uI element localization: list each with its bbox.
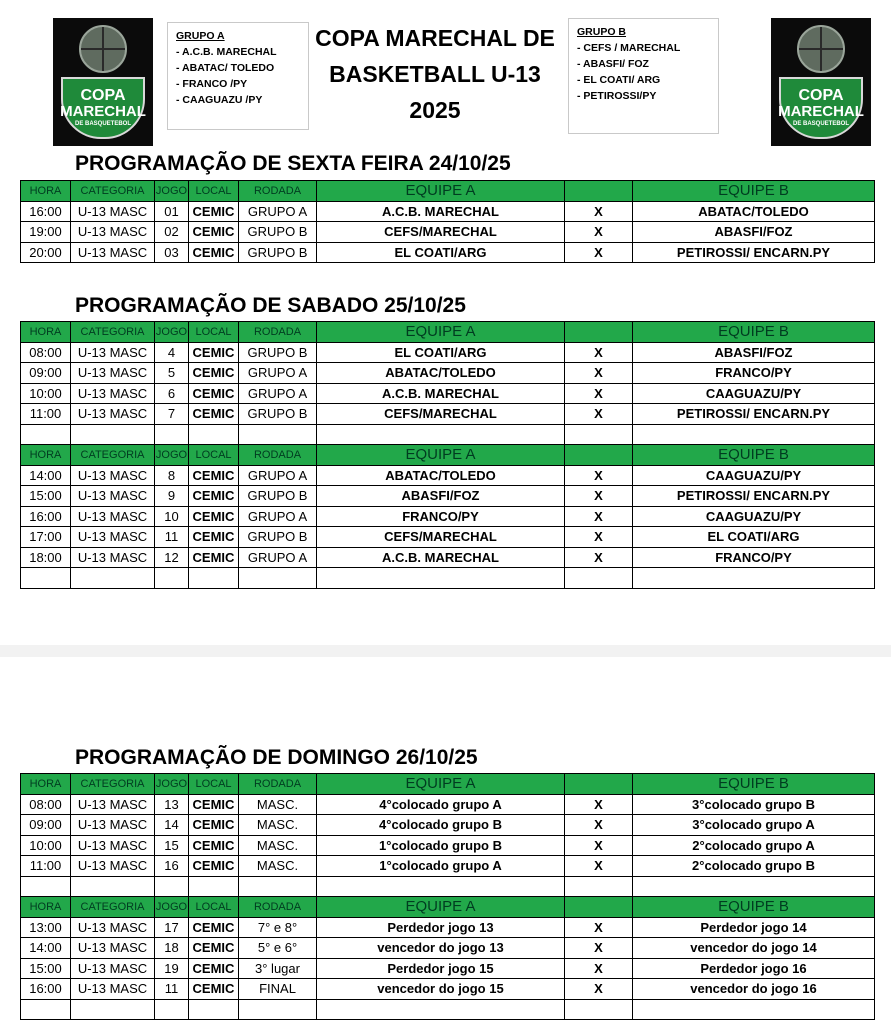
match-equipe-b: Perdedor jogo 16 — [633, 958, 875, 979]
match-equipe-a: A.C.B. MARECHAL — [317, 383, 565, 404]
blank-cell — [239, 999, 317, 1020]
match-jogo: 15 — [155, 835, 189, 856]
blank-cell — [189, 424, 239, 445]
header-categoria: CATEGORIA — [71, 322, 155, 343]
match-rodada: 3° lugar — [239, 958, 317, 979]
group-b-title: GRUPO B — [577, 26, 627, 38]
match-categoria: U-13 MASC — [71, 222, 155, 243]
match-vs: X — [565, 856, 633, 877]
match-row — [21, 835, 875, 856]
match-rodada: GRUPO B — [239, 404, 317, 425]
blank-cell — [71, 876, 155, 897]
match-local: CEMIC — [189, 835, 239, 856]
blank-cell — [21, 876, 71, 897]
match-rodada: GRUPO A — [239, 547, 317, 568]
header-vs — [565, 897, 633, 918]
match-hora: 20:00 — [21, 242, 71, 263]
match-jogo: 17 — [155, 917, 189, 938]
match-local: CEMIC — [189, 404, 239, 425]
match-local: CEMIC — [189, 527, 239, 548]
match-vs: X — [565, 506, 633, 527]
group-b-box — [568, 18, 719, 134]
match-equipe-a: CEFS/MARECHAL — [317, 527, 565, 548]
blank-cell — [155, 999, 189, 1020]
match-row — [21, 465, 875, 486]
blank-cell — [317, 424, 565, 445]
logo-text-copa: COPA — [80, 87, 126, 104]
header-categoria: CATEGORIA — [71, 774, 155, 795]
match-local: CEMIC — [189, 383, 239, 404]
header-jogo: JOGO — [155, 774, 189, 795]
header-equipe-a: EQUIPE A — [317, 897, 565, 918]
match-equipe-a: CEFS/MARECHAL — [317, 404, 565, 425]
header-categoria: CATEGORIA — [71, 897, 155, 918]
match-hora: 16:00 — [21, 979, 71, 1000]
match-categoria: U-13 MASC — [71, 856, 155, 877]
match-local: CEMIC — [189, 486, 239, 507]
match-vs: X — [565, 363, 633, 384]
match-jogo: 10 — [155, 506, 189, 527]
blank-cell — [21, 999, 71, 1020]
blank-cell — [71, 568, 155, 589]
match-categoria: U-13 MASC — [71, 815, 155, 836]
match-vs: X — [565, 527, 633, 548]
match-row — [21, 486, 875, 507]
match-row — [21, 547, 875, 568]
match-hora: 08:00 — [21, 794, 71, 815]
match-vs: X — [565, 201, 633, 222]
match-categoria: U-13 MASC — [71, 527, 155, 548]
header-rodada: RODADA — [239, 445, 317, 466]
match-row — [21, 917, 875, 938]
blank-cell — [633, 876, 875, 897]
match-vs: X — [565, 465, 633, 486]
match-jogo: 13 — [155, 794, 189, 815]
header-equipe-a: EQUIPE A — [317, 445, 565, 466]
match-rodada: MASC. — [239, 815, 317, 836]
match-vs: X — [565, 383, 633, 404]
header-equipe-a: EQUIPE A — [317, 322, 565, 343]
match-vs: X — [565, 547, 633, 568]
blank-cell — [239, 424, 317, 445]
logo-text-marechal: MARECHAL — [60, 103, 146, 120]
main-title — [310, 20, 560, 128]
match-equipe-a: A.C.B. MARECHAL — [317, 201, 565, 222]
day-heading-friday: PROGRAMAÇÃO DE SEXTA FEIRA 24/10/25 — [75, 152, 511, 175]
match-local: CEMIC — [189, 506, 239, 527]
match-rodada: GRUPO B — [239, 222, 317, 243]
header-equipe-b: EQUIPE B — [633, 897, 875, 918]
match-local: CEMIC — [189, 465, 239, 486]
match-row — [21, 363, 875, 384]
match-categoria: U-13 MASC — [71, 958, 155, 979]
match-vs: X — [565, 242, 633, 263]
match-equipe-b: 2°colocado grupo A — [633, 835, 875, 856]
match-rodada: 5° e 6° — [239, 938, 317, 959]
group-b-team: - ABASFI/ FOZ — [577, 58, 649, 70]
title-line-2: BASKETBALL U-13 — [329, 61, 541, 87]
blank-cell — [565, 999, 633, 1020]
match-vs: X — [565, 938, 633, 959]
match-hora: 10:00 — [21, 835, 71, 856]
header-row — [21, 774, 875, 795]
blank-cell — [155, 424, 189, 445]
match-equipe-a: Perdedor jogo 13 — [317, 917, 565, 938]
match-vs: X — [565, 222, 633, 243]
title-line-3: 2025 — [409, 97, 461, 123]
match-categoria: U-13 MASC — [71, 979, 155, 1000]
match-vs: X — [565, 794, 633, 815]
match-local: CEMIC — [189, 938, 239, 959]
header-vs — [565, 774, 633, 795]
match-categoria: U-13 MASC — [71, 465, 155, 486]
logo-left — [53, 18, 153, 146]
match-equipe-a: EL COATI/ARG — [317, 242, 565, 263]
match-rodada: MASC. — [239, 856, 317, 877]
match-jogo: 18 — [155, 938, 189, 959]
group-b-team: - EL COATI/ ARG — [577, 74, 661, 86]
header-row — [21, 181, 875, 202]
header-jogo: JOGO — [155, 181, 189, 202]
blank-cell — [71, 424, 155, 445]
header-equipe-a: EQUIPE A — [317, 181, 565, 202]
match-jogo: 16 — [155, 856, 189, 877]
blank-row — [21, 876, 875, 897]
logo-shield — [61, 77, 145, 139]
blank-cell — [189, 876, 239, 897]
match-categoria: U-13 MASC — [71, 404, 155, 425]
match-row — [21, 794, 875, 815]
blank-cell — [565, 568, 633, 589]
header-hora: HORA — [21, 181, 71, 202]
group-a-team: - CAAGUAZU /PY — [176, 94, 263, 106]
match-categoria: U-13 MASC — [71, 506, 155, 527]
match-hora: 09:00 — [21, 815, 71, 836]
match-jogo: 4 — [155, 342, 189, 363]
match-jogo: 12 — [155, 547, 189, 568]
match-rodada: MASC. — [239, 835, 317, 856]
match-hora: 09:00 — [21, 363, 71, 384]
blank-cell — [189, 568, 239, 589]
blank-cell — [633, 568, 875, 589]
blank-row — [21, 999, 875, 1020]
match-equipe-a: ABASFI/FOZ — [317, 486, 565, 507]
match-hora: 17:00 — [21, 527, 71, 548]
match-row — [21, 938, 875, 959]
basketball-icon — [797, 25, 845, 73]
match-hora: 16:00 — [21, 506, 71, 527]
match-row — [21, 815, 875, 836]
match-rodada: GRUPO B — [239, 527, 317, 548]
match-categoria: U-13 MASC — [71, 242, 155, 263]
header-local: LOCAL — [189, 322, 239, 343]
header-equipe-b: EQUIPE B — [633, 774, 875, 795]
header-hora: HORA — [21, 897, 71, 918]
logo-text-marechal: MARECHAL — [778, 103, 864, 120]
match-categoria: U-13 MASC — [71, 547, 155, 568]
match-hora: 11:00 — [21, 856, 71, 877]
match-vs: X — [565, 835, 633, 856]
title-line-1: COPA MARECHAL DE — [315, 25, 555, 51]
match-rodada: 7° e 8° — [239, 917, 317, 938]
group-a-team: - FRANCO /PY — [176, 78, 248, 90]
blank-cell — [317, 568, 565, 589]
match-local: CEMIC — [189, 547, 239, 568]
blank-row — [21, 568, 875, 589]
group-b-team: - PETIROSSI/PY — [577, 90, 657, 102]
match-equipe-b: CAAGUAZU/PY — [633, 506, 875, 527]
match-local: CEMIC — [189, 856, 239, 877]
match-jogo: 02 — [155, 222, 189, 243]
match-rodada: GRUPO A — [239, 465, 317, 486]
match-equipe-b: vencedor do jogo 14 — [633, 938, 875, 959]
match-categoria: U-13 MASC — [71, 383, 155, 404]
match-rodada: GRUPO A — [239, 506, 317, 527]
match-equipe-b: PETIROSSI/ ENCARN.PY — [633, 486, 875, 507]
match-row — [21, 404, 875, 425]
group-a-box — [167, 22, 309, 130]
match-vs: X — [565, 815, 633, 836]
match-categoria: U-13 MASC — [71, 201, 155, 222]
match-local: CEMIC — [189, 794, 239, 815]
match-jogo: 19 — [155, 958, 189, 979]
match-jogo: 01 — [155, 201, 189, 222]
header-equipe-b: EQUIPE B — [633, 181, 875, 202]
header-local: LOCAL — [189, 445, 239, 466]
match-equipe-b: 3°colocado grupo A — [633, 815, 875, 836]
basketball-icon — [79, 25, 127, 73]
match-equipe-a: 4°colocado grupo B — [317, 815, 565, 836]
match-equipe-b: CAAGUAZU/PY — [633, 383, 875, 404]
blank-cell — [21, 424, 71, 445]
match-hora: 14:00 — [21, 465, 71, 486]
header-hora: HORA — [21, 322, 71, 343]
match-equipe-b: ABATAC/TOLEDO — [633, 201, 875, 222]
match-categoria: U-13 MASC — [71, 938, 155, 959]
logo-shield — [779, 77, 863, 139]
match-equipe-a: CEFS/MARECHAL — [317, 222, 565, 243]
match-equipe-b: CAAGUAZU/PY — [633, 465, 875, 486]
logo-text-copa: COPA — [798, 87, 844, 104]
match-equipe-b: EL COATI/ARG — [633, 527, 875, 548]
match-equipe-a: 1°colocado grupo A — [317, 856, 565, 877]
blank-cell — [565, 424, 633, 445]
match-hora: 15:00 — [21, 958, 71, 979]
blank-cell — [633, 999, 875, 1020]
match-vs: X — [565, 404, 633, 425]
match-equipe-b: 3°colocado grupo B — [633, 794, 875, 815]
match-equipe-a: vencedor do jogo 13 — [317, 938, 565, 959]
match-equipe-a: FRANCO/PY — [317, 506, 565, 527]
page-separator — [0, 645, 891, 657]
blank-cell — [155, 568, 189, 589]
match-vs: X — [565, 486, 633, 507]
header-jogo: JOGO — [155, 445, 189, 466]
match-equipe-a: vencedor do jogo 15 — [317, 979, 565, 1000]
match-categoria: U-13 MASC — [71, 917, 155, 938]
match-jogo: 7 — [155, 404, 189, 425]
match-equipe-b: ABASFI/FOZ — [633, 342, 875, 363]
match-hora: 13:00 — [21, 917, 71, 938]
match-rodada: GRUPO B — [239, 342, 317, 363]
match-vs: X — [565, 917, 633, 938]
match-jogo: 5 — [155, 363, 189, 384]
match-equipe-a: 4°colocado grupo A — [317, 794, 565, 815]
blank-cell — [21, 568, 71, 589]
logo-text-sub: DE BASQUETEBOL — [74, 121, 131, 127]
match-equipe-b: PETIROSSI/ ENCARN.PY — [633, 242, 875, 263]
schedule-table-saturday — [20, 321, 875, 589]
match-categoria: U-13 MASC — [71, 342, 155, 363]
match-row — [21, 506, 875, 527]
match-equipe-b: PETIROSSI/ ENCARN.PY — [633, 404, 875, 425]
header-row — [21, 897, 875, 918]
match-hora: 18:00 — [21, 547, 71, 568]
match-equipe-b: 2°colocado grupo B — [633, 856, 875, 877]
match-hora: 15:00 — [21, 486, 71, 507]
match-row — [21, 342, 875, 363]
header-local: LOCAL — [189, 897, 239, 918]
blank-cell — [565, 876, 633, 897]
header-row — [21, 445, 875, 466]
match-equipe-a: ABATAC/TOLEDO — [317, 363, 565, 384]
match-local: CEMIC — [189, 342, 239, 363]
blank-cell — [71, 999, 155, 1020]
match-equipe-a: A.C.B. MARECHAL — [317, 547, 565, 568]
match-rodada: FINAL — [239, 979, 317, 1000]
group-a-team: - A.C.B. MARECHAL — [176, 46, 277, 58]
match-row — [21, 979, 875, 1000]
match-jogo: 14 — [155, 815, 189, 836]
match-hora: 16:00 — [21, 201, 71, 222]
header-vs — [565, 445, 633, 466]
match-jogo: 9 — [155, 486, 189, 507]
header-equipe-b: EQUIPE B — [633, 445, 875, 466]
header-jogo: JOGO — [155, 322, 189, 343]
match-row — [21, 242, 875, 263]
header-equipe-a: EQUIPE A — [317, 774, 565, 795]
match-local: CEMIC — [189, 242, 239, 263]
blank-cell — [633, 424, 875, 445]
logo-text-sub: DE BASQUETEBOL — [792, 121, 849, 127]
match-row — [21, 958, 875, 979]
match-local: CEMIC — [189, 958, 239, 979]
match-rodada: GRUPO A — [239, 383, 317, 404]
match-row — [21, 856, 875, 877]
match-rodada: GRUPO B — [239, 242, 317, 263]
match-categoria: U-13 MASC — [71, 486, 155, 507]
match-hora: 10:00 — [21, 383, 71, 404]
match-jogo: 6 — [155, 383, 189, 404]
match-jogo: 8 — [155, 465, 189, 486]
blank-row — [21, 424, 875, 445]
match-local: CEMIC — [189, 363, 239, 384]
match-equipe-b: Perdedor jogo 14 — [633, 917, 875, 938]
blank-cell — [155, 876, 189, 897]
logo-right — [771, 18, 871, 146]
match-categoria: U-13 MASC — [71, 363, 155, 384]
blank-cell — [239, 876, 317, 897]
schedule-table-friday — [20, 180, 875, 263]
blank-cell — [239, 568, 317, 589]
match-categoria: U-13 MASC — [71, 794, 155, 815]
match-rodada: GRUPO B — [239, 486, 317, 507]
match-vs: X — [565, 958, 633, 979]
header-rodada: RODADA — [239, 897, 317, 918]
header-local: LOCAL — [189, 774, 239, 795]
match-categoria: U-13 MASC — [71, 835, 155, 856]
header-categoria: CATEGORIA — [71, 445, 155, 466]
match-rodada: GRUPO A — [239, 363, 317, 384]
match-equipe-a: EL COATI/ARG — [317, 342, 565, 363]
day-heading-sunday: PROGRAMAÇÃO DE DOMINGO 26/10/25 — [75, 746, 478, 769]
blank-cell — [317, 999, 565, 1020]
header-rodada: RODADA — [239, 774, 317, 795]
match-rodada: GRUPO A — [239, 201, 317, 222]
match-local: CEMIC — [189, 201, 239, 222]
header-rodada: RODADA — [239, 181, 317, 202]
group-a-title: GRUPO A — [176, 30, 225, 42]
schedule-table-sunday — [20, 773, 875, 1020]
match-equipe-a: ABATAC/TOLEDO — [317, 465, 565, 486]
blank-cell — [189, 999, 239, 1020]
match-local: CEMIC — [189, 222, 239, 243]
match-hora: 19:00 — [21, 222, 71, 243]
match-jogo: 11 — [155, 527, 189, 548]
header-vs — [565, 322, 633, 343]
match-vs: X — [565, 342, 633, 363]
header-vs — [565, 181, 633, 202]
match-jogo: 03 — [155, 242, 189, 263]
day-heading-saturday: PROGRAMAÇÃO DE SABADO 25/10/25 — [75, 294, 466, 317]
header-equipe-b: EQUIPE B — [633, 322, 875, 343]
match-equipe-a: Perdedor jogo 15 — [317, 958, 565, 979]
match-equipe-b: ABASFI/FOZ — [633, 222, 875, 243]
match-equipe-a: 1°colocado grupo B — [317, 835, 565, 856]
match-local: CEMIC — [189, 815, 239, 836]
match-equipe-b: FRANCO/PY — [633, 363, 875, 384]
match-row — [21, 527, 875, 548]
header-categoria: CATEGORIA — [71, 181, 155, 202]
match-row — [21, 383, 875, 404]
header-row — [21, 322, 875, 343]
group-b-team: - CEFS / MARECHAL — [577, 42, 681, 54]
match-equipe-b: vencedor do jogo 16 — [633, 979, 875, 1000]
match-jogo: 11 — [155, 979, 189, 1000]
match-row — [21, 222, 875, 243]
header-hora: HORA — [21, 774, 71, 795]
match-local: CEMIC — [189, 917, 239, 938]
header-rodada: RODADA — [239, 322, 317, 343]
header-jogo: JOGO — [155, 897, 189, 918]
match-local: CEMIC — [189, 979, 239, 1000]
match-row — [21, 201, 875, 222]
blank-cell — [317, 876, 565, 897]
header-local: LOCAL — [189, 181, 239, 202]
match-equipe-b: FRANCO/PY — [633, 547, 875, 568]
group-a-team: - ABATAC/ TOLEDO — [176, 62, 275, 74]
match-rodada: MASC. — [239, 794, 317, 815]
match-hora: 08:00 — [21, 342, 71, 363]
match-hora: 14:00 — [21, 938, 71, 959]
match-vs: X — [565, 979, 633, 1000]
header-hora: HORA — [21, 445, 71, 466]
match-hora: 11:00 — [21, 404, 71, 425]
